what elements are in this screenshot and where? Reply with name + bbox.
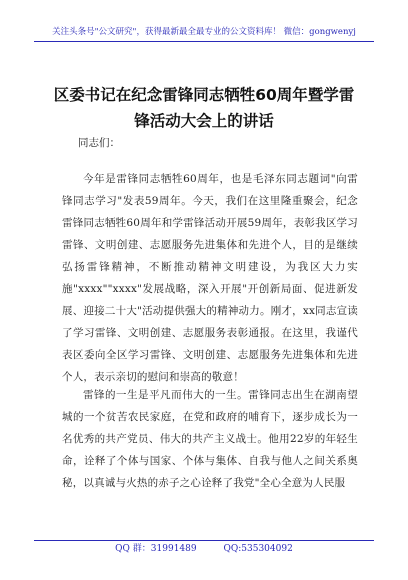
footer-qq-group: QQ 群：31991489	[115, 544, 197, 554]
header-divider	[34, 41, 374, 42]
document-title: 区委书记在纪念雷锋同志牺牲60周年暨学雷锋活动大会上的讲话	[53, 86, 355, 130]
footer	[34, 542, 374, 556]
body-paragraph-2: 雷锋的一生是平凡而伟大的一生。雷锋同志出生在湖南望城的一个贫苦农民家庭，在党和政府的哺育下，逐步成长为一名优秀的共产党员、伟大的共产主义战士。他用22岁的年轻生命，诠释了个体与国家、个体与集体、自我与他人之间关系奥秘，以真诚与火热的赤子之心诠释了我党"全心全意为人民服	[62, 389, 358, 489]
greeting: 同志们：	[78, 137, 120, 149]
footer-qq-number: QQ:535304092	[223, 544, 293, 554]
body-paragraph-1: 今年是雷锋同志牺牲60周年，也是毛泽东同志题词"向雷锋同志学习"发表59周年。今天，我们在这里隆重聚会，纪念雷锋同志牺牲60周年和学雷锋活动开展59周年，表彰我区学习雷锋、文明创建、志愿服务先进集体和先进个人，目的是继续弘扬雷锋精神，不断推动精神文明建设，为我区大力实施"xxxx""xxxx"发展战略，深入开展"开创新局面、促进新发展、迎接二十大"活动提供强大的精神动力。刚才，xx同志宣读了学习雷锋、文明创建、志愿服务表彰通报。在这里，我谨代表区委向全区学习雷锋、文明创建、志愿服务先进集体和先进个人，表示亲切的慰问和崇高的敬意！	[62, 173, 358, 383]
header-banner: 关注头条号"公文研究"，获得最新最全最专业的公文资料库！ 微信：gongwenyj	[52, 27, 356, 37]
footer-divider	[34, 540, 374, 541]
